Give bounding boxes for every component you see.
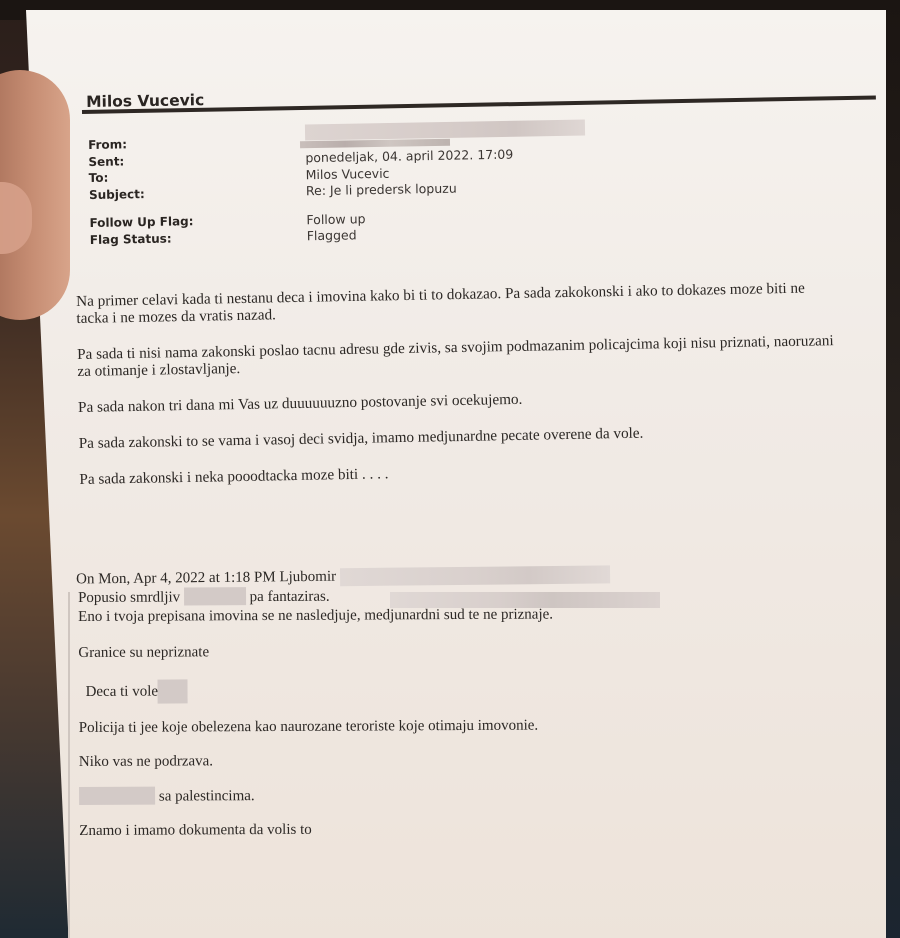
meta-label: From:	[88, 137, 128, 153]
body-paragraph: Na primer celavi kada ti nestanu deca i imovina kako bi ti to dokazao. Pa sada zakokonski i ako to dokazes moze biti ne tacka i ne mozes da vratis nazad.	[76, 279, 805, 327]
redacted-word	[184, 587, 246, 605]
fingernail	[0, 182, 32, 254]
body-paragraph: Pa sada zakonski i neka pooodtacka moze biti . . . .	[79, 465, 389, 488]
quote-line: Granice su nepriznate	[78, 644, 210, 661]
meta-value-to: Milos Vucevic	[305, 165, 390, 182]
quoted-message	[78, 584, 779, 841]
quote-line: sa palestincima.	[79, 783, 779, 807]
meta-label: Subject:	[88, 186, 145, 202]
quote-line: Znamo i imamo dokumenta da volis to	[79, 821, 312, 839]
meta-value-sent: ponedeljak, 04. april 2022. 17:09	[305, 146, 514, 166]
quote-line: Deca ti vole	[85, 676, 778, 704]
quote-line: Policija ti jee koje obelezena kao naurozane teroriste koje otimaju imovonie.	[78, 717, 539, 736]
meta-label: To:	[88, 170, 109, 186]
meta-label: Follow Up Flag:	[89, 214, 194, 231]
holding-finger	[0, 70, 70, 320]
quote-bar	[68, 592, 70, 938]
redacted-word	[79, 787, 155, 805]
quote-line: Niko vas ne podrzava.	[78, 753, 214, 770]
meta-label: Sent:	[88, 154, 125, 169]
body-paragraph: Pa sada ti nisi nama zakonski poslao tacnu adresu gde zivis, sa svojim podmazanim policajcima koji nisu priznati, naoruzani za otimanje i zlostavljanje.	[76, 332, 834, 380]
redacted-word	[158, 679, 188, 703]
quote-line: Popusio smrdljiv pa fantaziras.	[78, 588, 330, 606]
redacted-sender	[340, 565, 610, 586]
meta-value-follow-up: Follow up	[306, 210, 366, 227]
quote-line: Eno i tvoja prepisana imovina se ne nasledjuje, medjunardni sud te ne priznaje.	[78, 606, 554, 625]
body-paragraph: Pa sada nakon tri dana mi Vas uz duuuuuuzno postovanje svi ocekujemo.	[77, 390, 523, 416]
email-meta	[88, 128, 610, 248]
meta-value-flag-status: Flagged	[306, 227, 357, 244]
email-body	[76, 279, 840, 507]
email-header-name: Milos Vucevic	[86, 91, 205, 111]
quote-attribution-text: On Mon, Apr 4, 2022 at 1:18 PM Ljubomir	[76, 568, 337, 588]
meta-label: Flag Status:	[89, 231, 172, 247]
body-paragraph: Pa sada zakonski to se vama i vasoj deci svidja, imamo medjunardne pecate overene da vole.	[78, 424, 644, 452]
meta-value-subject: Re: Je li predersk lopuzu	[305, 180, 457, 199]
